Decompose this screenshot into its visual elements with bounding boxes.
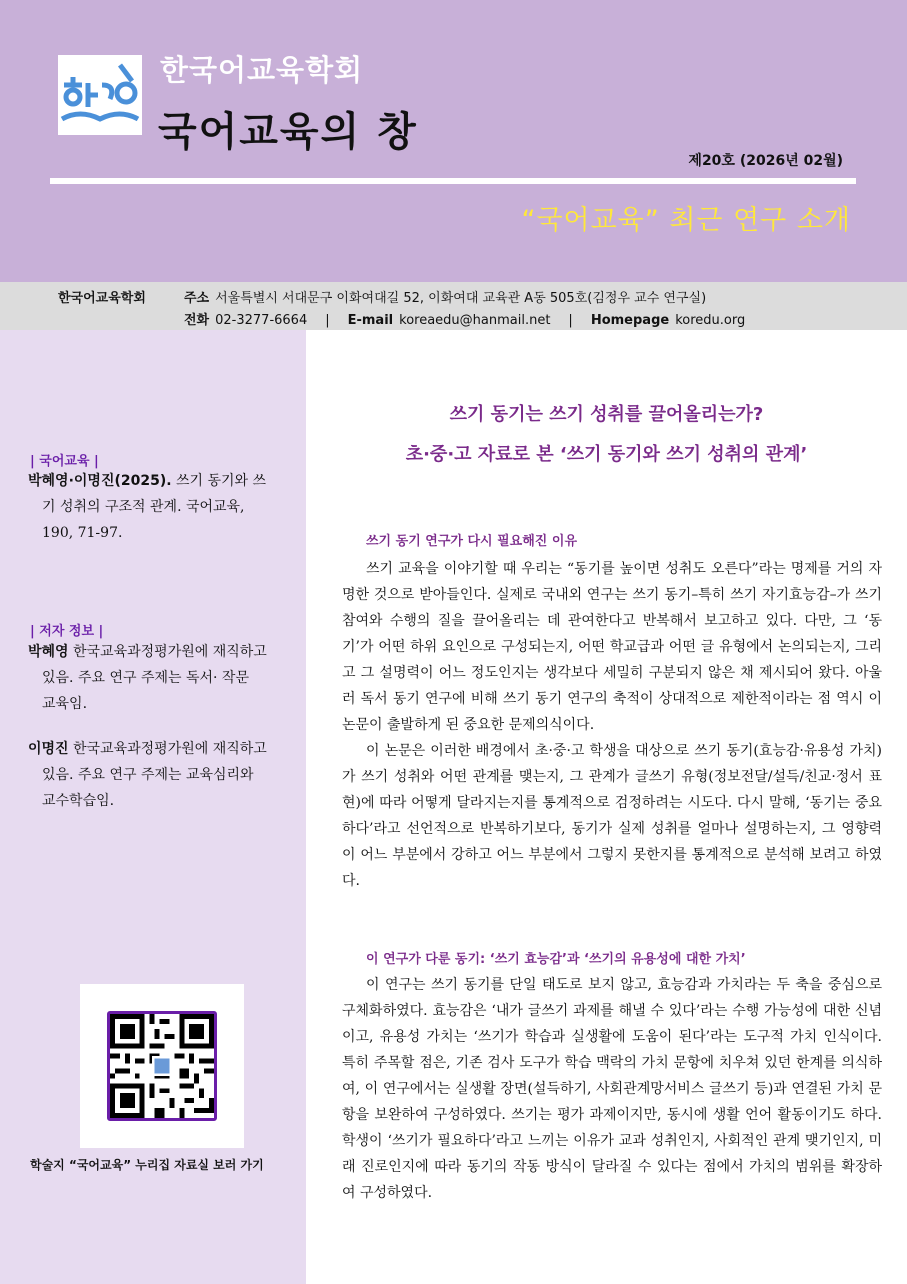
- qr-code-card[interactable]: [80, 984, 244, 1148]
- address-label: 주소: [184, 291, 210, 306]
- separator: |: [325, 313, 330, 328]
- contact-bar: [0, 282, 907, 330]
- author-2-name: 이명진: [28, 741, 69, 757]
- citation-text: 기 성취의 구조적 관계. 국어교육,: [42, 499, 245, 515]
- citation-text: 쓰기 동기와 쓰: [171, 473, 267, 489]
- paragraph: 쓰기 교육을 이야기할 때 우리는 “동기를 높이면 성취도 오른다”라는 명제를 거의 자명한 것으로 받아들인다. 실제로 국내외 연구는 쓰기 동기–특히 쓰기 자기효능감–가 쓰기 참여와 수행의 질을 끌어올리는 데 관여한다고 반복해서 보고하고 있다. 다만, 그 ‘동기’가 어떤 하위 요인으로 구성되는지, 어떤 학교급과 어떤 글 유형에서 논의되는지, 그리고 그 설명력이 어느 정도인지는 생각보다 세밀히 구분되지 않은 채 제시되어 왔다. 아울러 독서 동기 연구에 비해 쓰기 동기 연구의 축적이 상대적으로 제한적이라는 점 역시 이 논문이 출발하게 된 중요한 문제의식이다.: [342, 561, 882, 733]
- society-name: 한국어교육학회: [160, 53, 364, 87]
- phone-label: 전화: [184, 313, 210, 328]
- section-heading: 이 연구가 다룬 동기: ‘쓰기 효능감’과 ‘쓰기의 유용성에 대한 가치’: [366, 952, 746, 967]
- author-info-label: | 저자 정보 |: [30, 624, 104, 639]
- contact-info-row: [184, 309, 745, 328]
- author-1-text: 있음. 주요 연구 주제는 독서· 작문: [42, 670, 249, 686]
- address-value: 서울특별시 서대문구 이화여대길 52, 이화여대 교육관 A동 505호(김정우 교수 연구실): [215, 291, 707, 306]
- author-2-info: [28, 736, 290, 814]
- journal-label: | 국어교육 |: [30, 454, 99, 469]
- homepage-label: Homepage: [590, 313, 670, 328]
- issue-number: 제20호 (2026년 02월): [688, 153, 843, 169]
- email-link[interactable]: koreaedu@hanmail.net: [399, 313, 551, 328]
- publication-title: 국어교육의 창: [158, 109, 418, 155]
- paragraph: 이 연구는 쓰기 동기를 단일 태도로 보지 않고, 효능감과 가치라는 두 축을 중심으로 구체화하였다. 효능감은 ‘내가 글쓰기 과제를 해낼 수 있다’라는 수행 가능성에 대한 신념이고, 유용성 가치는 ‘쓰기가 학습과 실생활에 도움이 된다’라는 도구적 가치 인식이다. 특히 주목할 점은, 기존 검사 도구가 학습 맥락의 가치 문항에 치우쳐 있던 한계를 의식하여, 이 연구에서는 실생활 장면(설득하기, 사회관계망서비스 글쓰기 등)과 연결된 가치 문항을 보완하여 구성하였다. 쓰기는 평가 과제이지만, 동시에 생활 언어 활동이기도 하다. 학생이 ‘쓰기가 필요하다’라고 느끼는 이유가 교과 성취인지, 사회적인 관계 맺기인지, 미래 진로인지에 따라 동기의 작동 방식이 달라질 수 있다는 점에서 가치의 범위를 확장하여 구성하였다.: [342, 977, 883, 1201]
- phone-value: 02-3277-6664: [215, 313, 308, 328]
- article-body-section-2: [342, 972, 882, 1206]
- article-title: 쓰기 동기는 쓰기 성취를 끌어올리는가?: [449, 404, 764, 425]
- paragraph: 이 논문은 이러한 배경에서 초·중·고 학생을 대상으로 쓰기 동기(효능감·유용성 가치)가 쓰기 성취와 어떤 관계를 맺는지, 그 관계가 글쓰기 유형(정보전달/설득/친교·정서 표현)에 따라 어떻게 달라지는지를 통계적으로 검정하려는 시도다. 다시 말해, ‘동기는 중요하다’라고 선언적으로 반복하기보다, 동기가 실제 성취를 얼마나 설명하는지, 그 영향력이 어느 부분에서 강하고 어느 부분에서 그렇지 못한지를 통계적으로 분석해 보려고 하였다.: [342, 743, 882, 889]
- citation-text: 190, 71-97.: [42, 525, 123, 541]
- contact-address-row: [184, 287, 706, 306]
- section-heading: 쓰기 동기 연구가 다시 필요해진 이유: [366, 534, 577, 549]
- qr-caption: 학술지 “국어교육” 누리집 자료실 보러 가기: [30, 1158, 264, 1172]
- article-subtitle: 초·중·고 자료로 본 ‘쓰기 동기와 쓰기 성취의 관계’: [405, 444, 808, 465]
- author-2-text: 교수학습임.: [42, 793, 115, 809]
- author-1-info: [28, 639, 290, 717]
- homepage-link[interactable]: koredu.org: [675, 313, 746, 328]
- header-banner: [0, 0, 907, 282]
- author-1-text: 한국교육과정평가원에 재직하고: [68, 644, 267, 660]
- citation-authors: 박혜영·이명진(2025).: [28, 473, 172, 489]
- header-subtitle: “국어교육” 최근 연구 소개: [521, 205, 851, 236]
- article-body-section-1: [342, 556, 882, 894]
- author-2-text: 한국교육과정평가원에 재직하고: [68, 741, 267, 757]
- society-logo-icon: [58, 55, 142, 135]
- header-divider: [50, 178, 856, 184]
- contact-org: 한국어교육학회: [58, 291, 146, 306]
- author-1-text: 교육임.: [42, 696, 88, 712]
- author-1-name: 박혜영: [28, 644, 69, 660]
- author-2-text: 있음. 주요 연구 주제는 교육심리와: [42, 767, 254, 783]
- email-label: E-mail: [347, 313, 394, 328]
- citation: [28, 468, 290, 546]
- qr-code-icon[interactable]: [107, 1011, 217, 1121]
- separator: |: [568, 313, 573, 328]
